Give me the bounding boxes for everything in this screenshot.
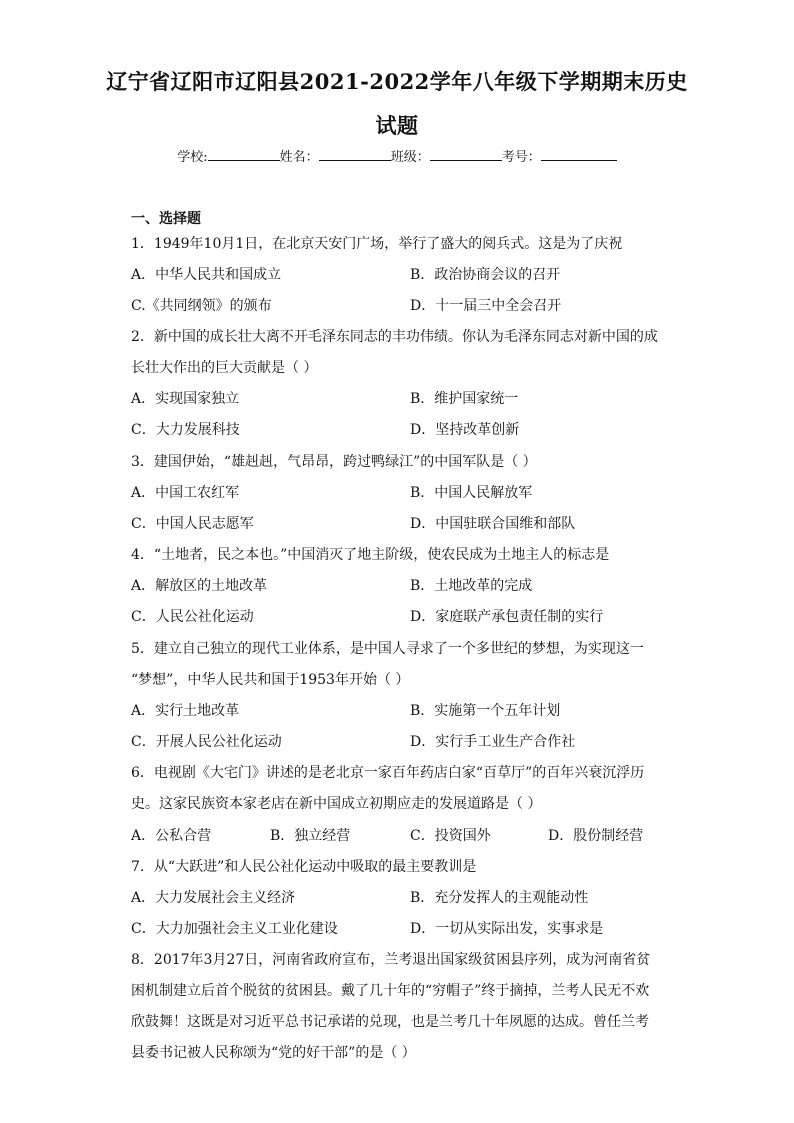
question-4-option-a: A．解放区的土地改革 [131, 578, 268, 594]
question-5-option-d: D．实行手工业生产合作社 [410, 734, 576, 750]
question-2-option-d: D．坚持改革创新 [410, 422, 520, 438]
question-1-option-d: D．十一届三中全会召开 [410, 298, 562, 314]
exam-title-line2: 试题 [375, 113, 419, 138]
question-6-option-d: D．股份制经营 [548, 828, 644, 844]
question-3-option-d: D．中国驻联合国维和部队 [410, 516, 576, 532]
class-label: 班级： [390, 150, 430, 165]
question-7-option-a: A．大力发展社会主义经济 [131, 890, 296, 906]
name-blank [319, 148, 391, 161]
question-2-stem-line-2: 长壮大作出的巨大贡献是（ ） [131, 360, 318, 376]
question-1-option-c: C.《共同纲领》的颁布 [131, 298, 272, 314]
question-7-stem-line-1: 7．从“大跃进”和人民公社化运动中吸取的最主要教训是 [131, 859, 477, 875]
question-4-option-c: C．人民公社化运动 [131, 609, 254, 625]
question-4-option-b: B．土地改革的完成 [410, 578, 533, 594]
question-7-option-c: C．大力加强社会主义工业化建设 [131, 921, 338, 937]
question-1-option-a: A．中华人民共和国成立 [131, 267, 282, 283]
question-7-option-b: B．充分发挥人的主观能动性 [410, 890, 589, 906]
question-4-option-d: D．家庭联产承包责任制的实行 [410, 609, 604, 625]
question-1-stem-line-1: 1．1949年10月1日，在北京天安门广场，举行了盛大的阅兵式。这是为了庆祝 [131, 236, 623, 252]
question-2-option-c: C．大力发展科技 [131, 422, 240, 438]
question-3-option-c: C．中国人民志愿军 [131, 516, 254, 532]
question-5-stem-line-1: 5．建立自己独立的现代工业体系，是中国人寻求了一个多世纪的梦想，为实现这一 [131, 641, 644, 657]
question-8-stem-line-1: 8．2017年3月27日，河南省政府宣布，兰考退出国家级贫困县序列，成为河南省贫 [131, 952, 651, 968]
question-6-option-a: A．公私合营 [131, 828, 212, 844]
question-8-stem-line-2: 困机制建立后首个脱贫的贫困县。戴了几十年的“穷帽子”终于摘掉，兰考人民无不欢 [131, 983, 650, 999]
question-6-stem-line-1: 6．电视剧《大宅门》讲述的是老北京一家百年药店白家“百草厅”的百年兴衰沉浮历 [131, 765, 645, 781]
question-8-stem-line-4: 县委书记被人民称颂为“党的好干部”的是（ ） [131, 1045, 416, 1061]
exam-no-blank [541, 148, 617, 161]
question-3-option-b: B．中国人民解放军 [410, 485, 533, 501]
question-5-option-a: A．实行土地改革 [131, 703, 240, 719]
question-3-option-a: A．中国工农红军 [131, 485, 240, 501]
question-2-stem-line-1: 2．新中国的成长壮大离不开毛泽东同志的丰功伟绩。你认为毛泽东同志对新中国的成 [131, 329, 658, 345]
question-4-stem-line-1: 4．“土地者，民之本也。”中国消灭了地主阶级，使农民成为土地主人的标志是 [131, 547, 610, 563]
question-2-option-b: B．维护国家统一 [410, 391, 519, 407]
question-7-option-d: D．一切从实际出发，实事求是 [410, 921, 604, 937]
student-info-row [0, 146, 794, 165]
name-label: 姓名： [279, 150, 319, 165]
question-1-option-b: B．政治协商会议的召开 [410, 267, 561, 283]
question-6-option-b: B．独立经营 [270, 828, 351, 844]
question-6-stem-line-2: 史。这家民族资本家老店在新中国成立初期应走的发展道路是（ ） [131, 796, 542, 812]
section-title: 一、选择题 [131, 211, 201, 227]
question-6-option-c: C．投资国外 [410, 828, 491, 844]
question-5-option-c: C．开展人民公社化运动 [131, 734, 282, 750]
question-2-option-a: A．实现国家独立 [131, 391, 240, 407]
school-blank [208, 148, 280, 161]
exam-no-label: 考号： [501, 150, 541, 165]
exam-title-line1: 辽宁省辽阳市辽阳县2021-2022学年八年级下学期期末历史 [106, 69, 688, 94]
question-3-stem-line-1: 3．建国伊始，“雄赳赳，气昂昂，跨过鸭绿江”的中国军队是（ ） [131, 454, 537, 470]
question-5-stem-line-2: “梦想”，中华人民共和国于1953年开始（ ） [131, 672, 410, 688]
question-5-option-b: B．实施第一个五年计划 [410, 703, 561, 719]
question-8-stem-line-3: 欣鼓舞！这既是对习近平总书记承诺的兑现，也是兰考几十年夙愿的达成。曾任兰考 [131, 1014, 649, 1030]
class-blank [430, 148, 502, 161]
school-label: 学校: [177, 150, 208, 165]
